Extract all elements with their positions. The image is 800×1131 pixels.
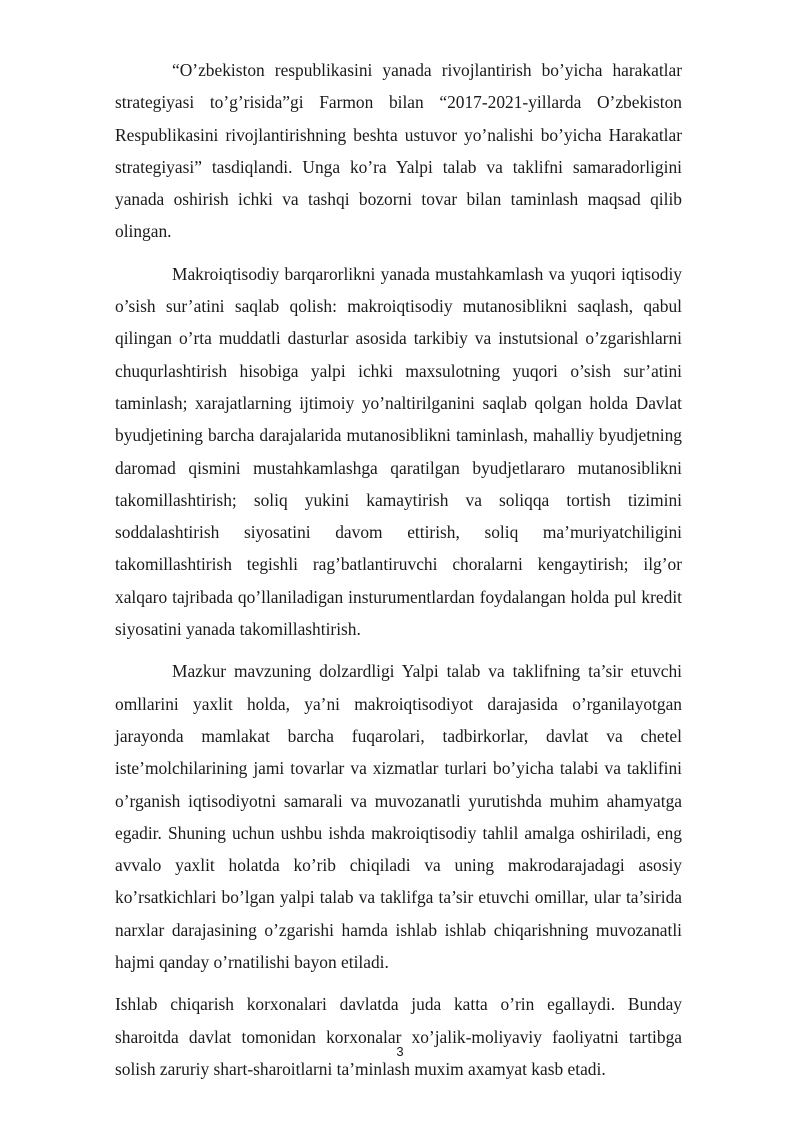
paragraph-4: Ishlab chiqarish korxonalari davlatda juda katta o’rin egallaydi. Bunday sharoitda davlat tomonidan korxonalar xo’jalik-moliyaviy faoliyatni tartibga solish zaruriy shart-sharoitlarni ta’minlash muxim axamyat kasb etadi. bbox=[115, 994, 682, 1079]
paragraph-2: Makroiqtisodiy barqarorlikni yanada mustahkamlash va yuqori iqtisodiy o’sish sur’atini saqlab qolish: makroiqtisodiy mutanosiblikni saqlash, qabul qilingan o’rta muddatli dasturlar asosida tarkibiy va instutsional o’zgarishlarni chuqurlashtirish hisobiga yalpi ichki maxsulotning yuqori o’sish sur’atini taminlash; xarajatlarning ijtimoiy yo’naltirilganini saqlab qolgan holda Davlat byudjetining barcha darajalarida mutanosiblikni taminlash, mahalliy byudjetning daromad qismini mustahkamlashga qaratilgan byudjetlararo mutanosiblikni takomillashtirish; soliq yukini kamaytirish va soliqqa tortish tizimini soddalashtirish siyosatini davom ettirish, soliq ma’muriyatchiligini takomillashtirish tegishli rag’batlantiruvchi choralarni kengaytirish; ilg’or xalqaro tajribada qo’llaniladigan insturumentlardan foydalangan holda pul kredit siyosatini yanada takomillashtirish. bbox=[115, 263, 682, 640]
page-number: 3 bbox=[396, 1044, 404, 1059]
paragraph-1: “O’zbekiston respublikasini yanada rivojlantirish bo’yicha harakatlar strategiyasi to’g’risida”gi Farmon bilan “2017-2021-yillarda O’zbekiston Respublikasini rivojlantirishning beshta ustuvor yo’nalishi bo’yicha Harakatlar strategiyasi” tasdiqlandi. Unga ko’ra Yalpi talab va taklifni samaradorligini yanada oshirish ichki va tashqi bozorni tovar bilan taminlash maqsad qilib olingan. bbox=[115, 60, 682, 242]
page-body bbox=[115, 54, 682, 1095]
paragraph-3: Mazkur mavzuning dolzardligi Yalpi talab va taklifning ta’sir etuvchi omllarini yaxlit holda, ya’ni makroiqtisodiyot darajasida o’rganilayotgan jarayonda mamlakat barcha fuqarolari, tadbirkorlar, davlat va chetel iste’molchilarining jami tovarlar va xizmatlar turlari bo’yicha talabi va taklifini o’rganish iqtisodiyotni samarali va muvozanatli yurutishda muhim ahamyatga egadir. Shuning uchun ushbu ishda makroiqtisodiy tahlil amalga oshiriladi, eng avvalo yaxlit holatda ko’rib chiqiladi va uning makrodarajadagi asosiy ko’rsatkichlari bo’lgan yalpi talab va taklifga ta’sir etuvchi omillar, ular ta’sirida narxlar darajasining o’zgarishi hamda ishlab ishlab chiqarishning muvozanatli hajmi qanday o’rnatilishi bayon etiladi. bbox=[115, 661, 682, 973]
